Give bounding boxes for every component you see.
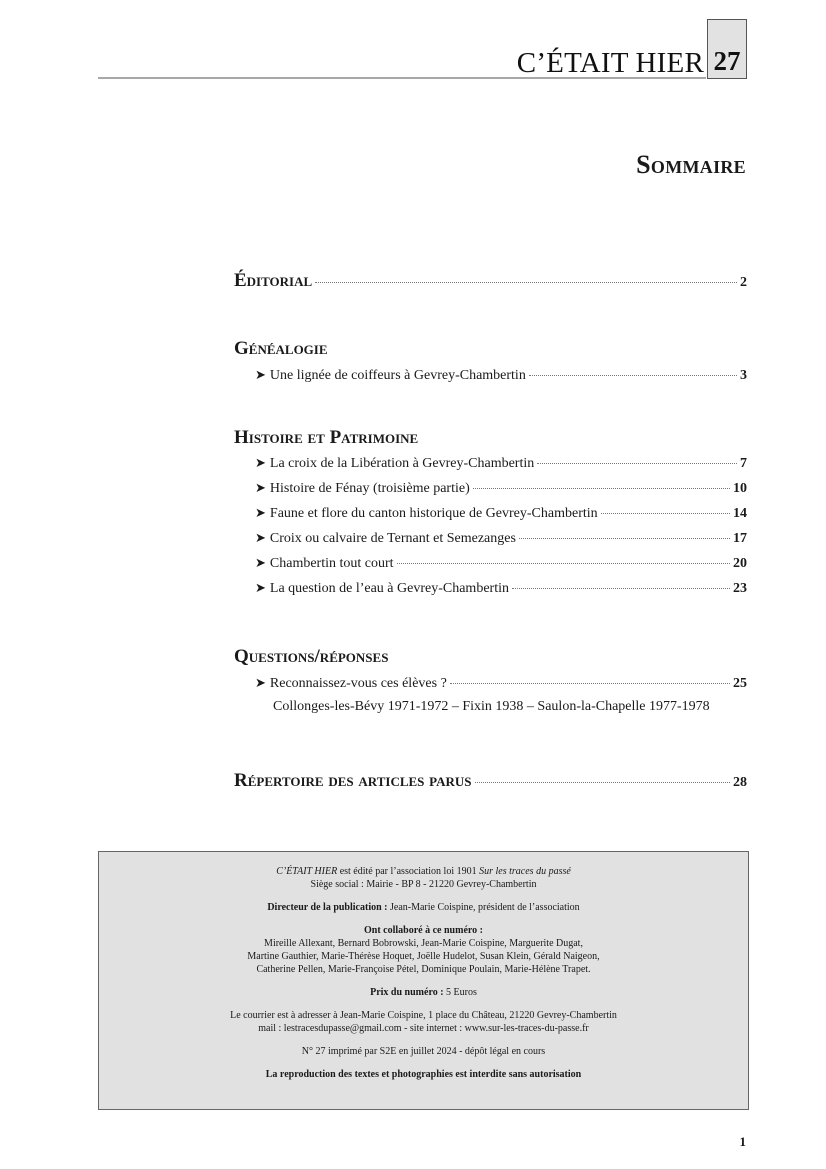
toc-item-page: 3 <box>740 368 747 383</box>
colophon-director: Directeur de la publication : Jean-Marie Coispine, président de l’association <box>267 902 580 913</box>
section-title-genealogie: Généalogie <box>234 338 328 359</box>
leader-dots <box>537 463 737 464</box>
toc-item-label: Reconnaissez-vous ces élèves ? <box>269 676 447 691</box>
toc-item[interactable] <box>255 580 747 597</box>
toc-repertoire-title: Répertoire des articles parus <box>234 770 472 791</box>
colophon-contact: mail : lestracesdupasse@gmail.com - site internet : www.sur-les-traces-du-passe.fr <box>258 1023 589 1034</box>
colophon-address: Siège social : Mairie - BP 8 - 21220 Gevrey-Chambertin <box>310 879 537 890</box>
toc-item-page: 10 <box>733 481 747 496</box>
arrow-icon: ➤ <box>255 530 266 545</box>
leader-dots <box>529 375 737 376</box>
leader-dots <box>473 488 730 489</box>
toc-item[interactable] <box>255 480 747 497</box>
colophon-print-info: N° 27 imprimé par S2E en juillet 2024 - dépôt légal en cours <box>301 1046 546 1057</box>
section-title-histoire: Histoire et Patrimoine <box>234 427 419 448</box>
leader-dots <box>450 683 730 684</box>
toc-item-page: 20 <box>733 556 747 571</box>
toc-repertoire[interactable] <box>234 770 747 792</box>
arrow-icon: ➤ <box>255 367 266 382</box>
colophon-mail-address: Le courrier est à adresser à Jean-Marie Coispine, 1 place du Château, 21220 Gevrey-Chambertin <box>230 1010 617 1021</box>
toc-item-label: Histoire de Fénay (troisième partie) <box>269 481 470 496</box>
toc-item-label: La question de l’eau à Gevrey-Chambertin <box>269 581 509 596</box>
colophon-collab-line: Mireille Allexant, Bernard Bobrowski, Jean-Marie Coispine, Marguerite Dugat, <box>264 938 583 949</box>
toc-item-label: La croix de la Libération à Gevrey-Chambertin <box>269 456 535 471</box>
toc-item-page: 17 <box>733 531 747 546</box>
toc-item[interactable] <box>255 455 747 472</box>
page-number: 1 <box>739 1134 746 1149</box>
arrow-icon: ➤ <box>255 455 266 470</box>
toc-item-page: 7 <box>740 456 747 471</box>
toc-repertoire-page: 28 <box>733 775 747 790</box>
colophon-collab-line: Martine Gauthier, Marie-Thérèse Hoquet, Joëlle Hudelot, Susan Klein, Gérald Naigeon, <box>247 951 600 962</box>
toc-item-page: 23 <box>733 581 747 596</box>
colophon-box <box>98 851 749 1110</box>
toc-item-label: Croix ou calvaire de Ternant et Semezanges <box>269 531 516 546</box>
colophon-rights: La reproduction des textes et photographies est interdite sans autorisation <box>265 1069 582 1080</box>
issue-number: 27 <box>713 46 741 76</box>
toc-item-page: 25 <box>733 676 747 691</box>
toc-item-label: Chambertin tout court <box>269 556 394 571</box>
leader-dots <box>315 282 737 283</box>
issue-number-box <box>707 19 747 79</box>
leader-dots <box>475 782 730 783</box>
colophon-collab-label: Ont collaboré à ce numéro : <box>364 925 483 936</box>
toc-item[interactable] <box>255 555 747 572</box>
arrow-icon: ➤ <box>255 480 266 495</box>
toc-item-label: Faune et flore du canton historique de Gevrey-Chambertin <box>269 506 598 521</box>
toc-item[interactable] <box>255 505 747 522</box>
arrow-icon: ➤ <box>255 580 266 595</box>
toc-editorial[interactable] <box>234 270 747 292</box>
page-title: Sommaire <box>636 150 746 179</box>
colophon-price: Prix du numéro : 5 Euros <box>370 987 477 998</box>
toc-item[interactable] <box>255 530 747 547</box>
toc-item[interactable] <box>255 367 747 384</box>
arrow-icon: ➤ <box>255 555 266 570</box>
toc-item-subnote: Collonges-les-Bévy 1971-1972 – Fixin 1938 – Saulon-la-Chapelle 1977-1978 <box>273 699 710 714</box>
leader-dots <box>601 513 730 514</box>
leader-dots <box>512 588 730 589</box>
magazine-title: C’ÉTAIT HIER <box>516 47 704 79</box>
toc-editorial-title: Éditorial <box>234 270 313 291</box>
toc-item-label: Une lignée de coiffeurs à Gevrey-Chambertin <box>269 368 526 383</box>
arrow-icon: ➤ <box>255 505 266 520</box>
colophon-publisher: C’ÉTAIT HIER est édité par l’association loi 1901 Sur les traces du passé <box>276 866 571 877</box>
section-title-questions: Questions/réponses <box>234 646 389 667</box>
leader-dots <box>397 563 730 564</box>
toc-item-page: 14 <box>733 506 747 521</box>
arrow-icon: ➤ <box>255 675 266 690</box>
leader-dots <box>519 538 730 539</box>
toc-editorial-page: 2 <box>740 275 747 290</box>
colophon-collab-line: Catherine Pellen, Marie-Françoise Pétel, Dominique Poulain, Marie-Hélène Trapet. <box>256 964 591 975</box>
toc-item[interactable] <box>255 675 747 692</box>
